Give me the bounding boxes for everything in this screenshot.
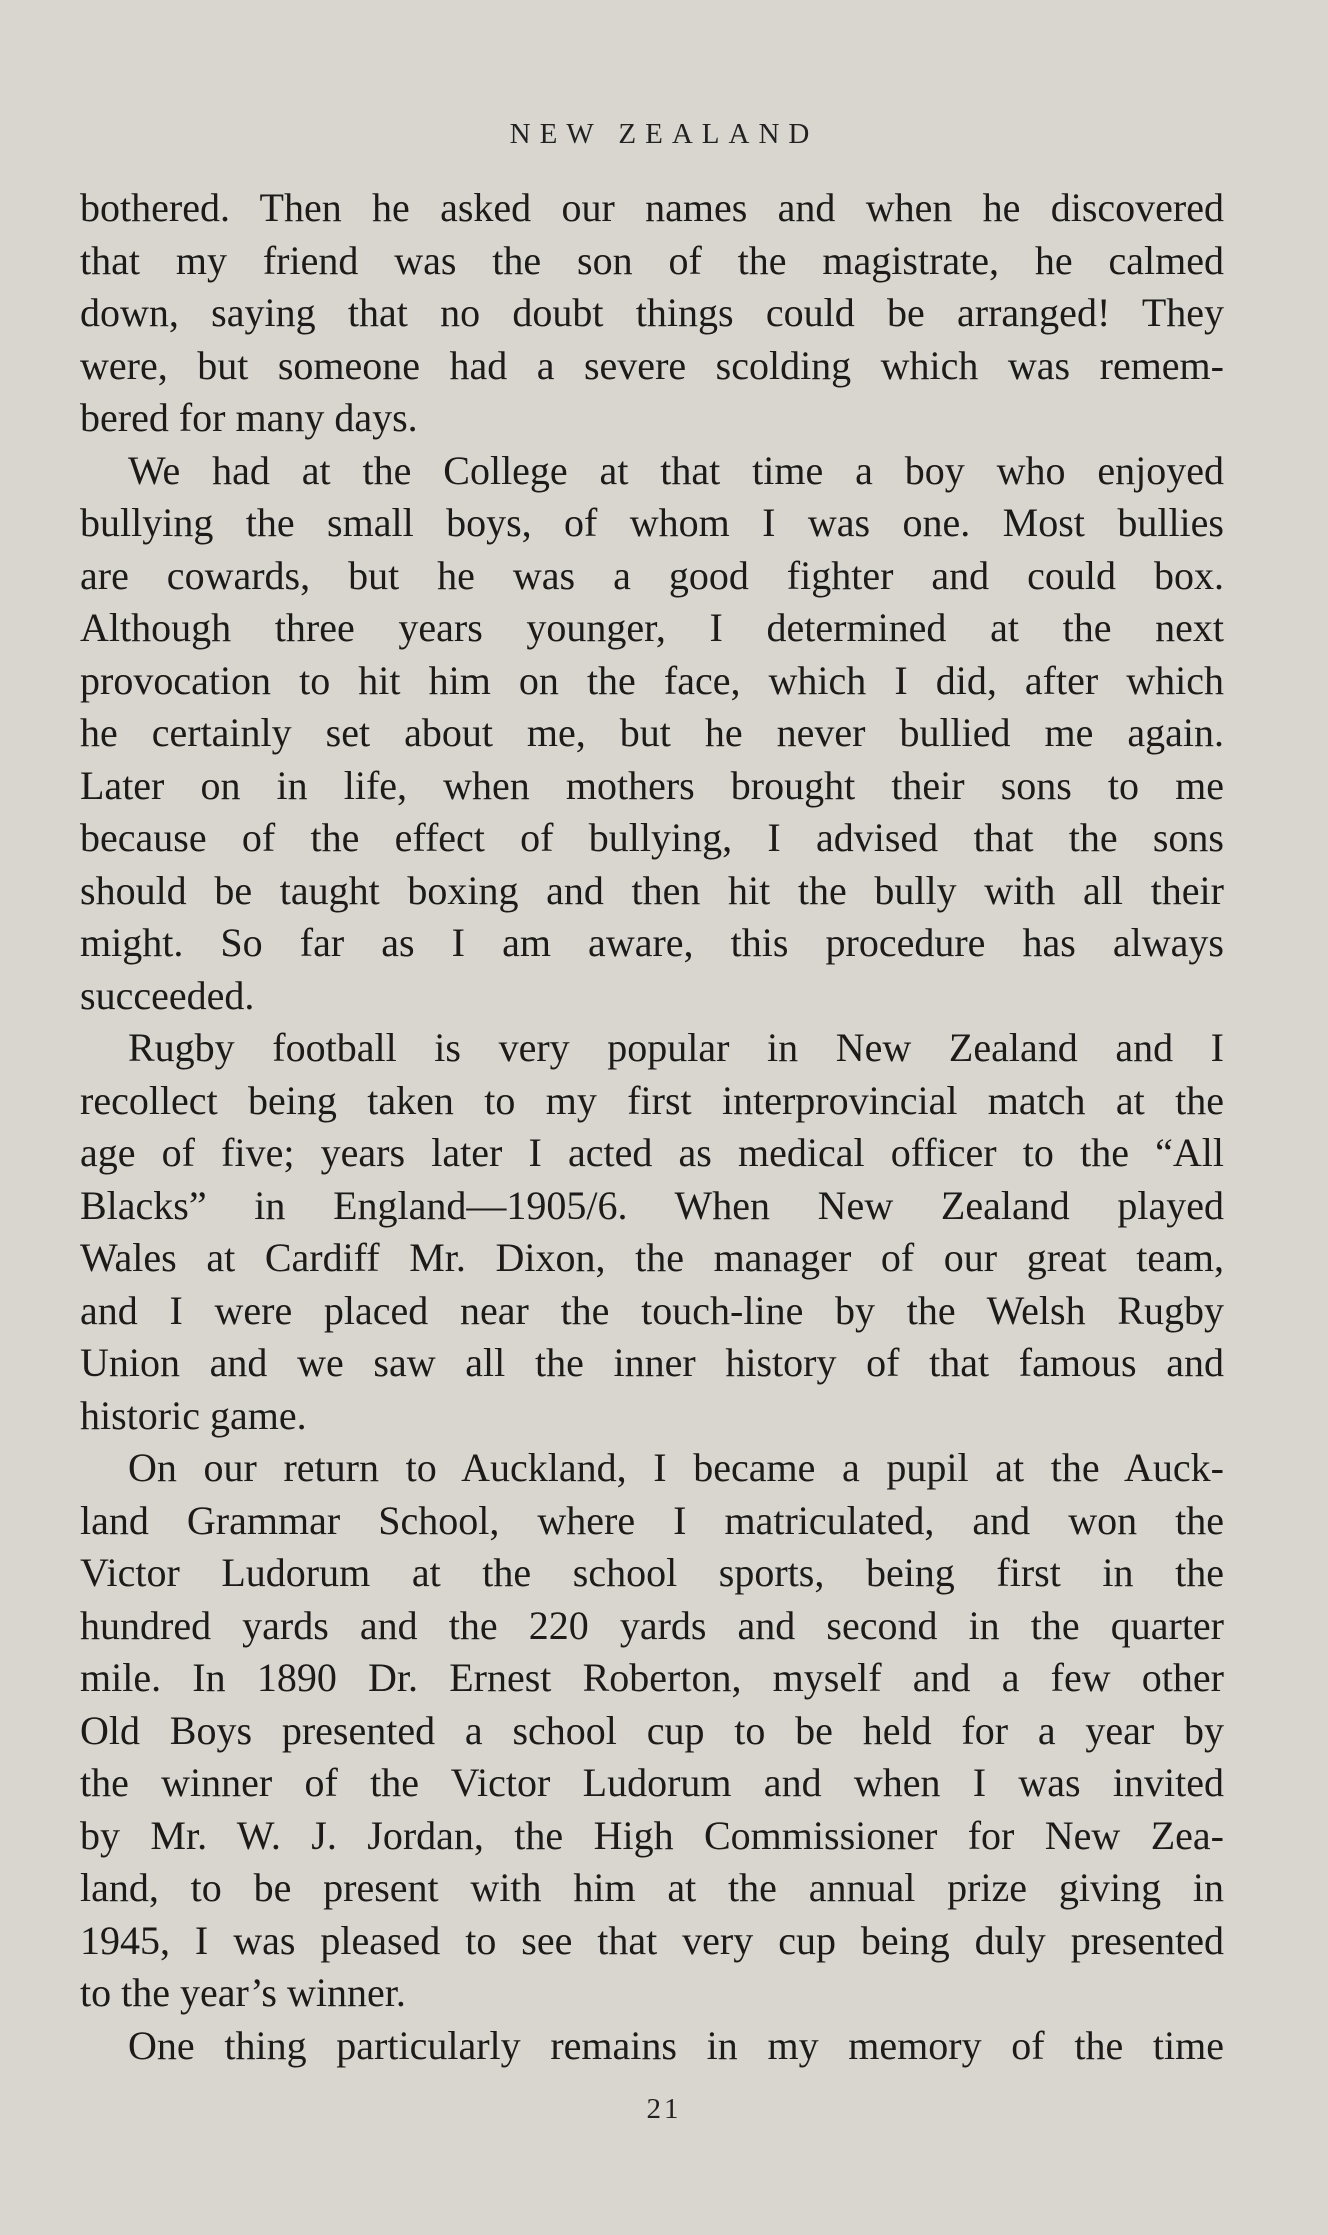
text-line: Victor Ludorum at the school sports, being first in the bbox=[80, 1550, 1224, 1595]
text-line: because of the effect of bullying, I advised that the sons bbox=[80, 815, 1224, 860]
text-line: mile. In 1890 Dr. Ernest Roberton, myself and a few other bbox=[80, 1655, 1224, 1700]
body-text bbox=[80, 182, 1224, 2072]
text-line: should be taught boxing and then hit the bully with all their bbox=[80, 867, 1224, 913]
text-line: Later on in life, when mothers brought their sons to me bbox=[80, 762, 1224, 808]
text-line: that my friend was the son of the magistrate, he calmed bbox=[80, 237, 1224, 283]
text-line: Although three years younger, I determined at the next bbox=[80, 605, 1224, 650]
text-line: were, but someone had a severe scolding which was remem- bbox=[80, 342, 1224, 388]
text-line: might. So far as I am aware, this procedure has always bbox=[80, 920, 1224, 965]
running-head: NEW ZEALAND bbox=[509, 118, 819, 150]
text-line: Rugby football is very popular in New Zealand and I bbox=[128, 1025, 1224, 1070]
text-line: Wales at Cardiff Mr. Dixon, the manager of our great team, bbox=[80, 1235, 1224, 1280]
text-line: and I were placed near the touch-line by the Welsh Rugby bbox=[80, 1287, 1224, 1333]
text-line: the winner of the Victor Ludorum and when I was invited bbox=[80, 1760, 1224, 1805]
text-line: by Mr. W. J. Jordan, the High Commissioner for New Zea- bbox=[80, 1812, 1224, 1858]
text-line: bothered. Then he asked our names and when he discovered bbox=[80, 185, 1224, 230]
text-line: are cowards, but he was a good fighter and could box. bbox=[80, 552, 1224, 598]
text-line: to the year’s winner. bbox=[80, 1970, 406, 2015]
text-line: age of five; years later I acted as medical officer to the “All bbox=[80, 1130, 1224, 1175]
text-line: land Grammar School, where I matriculated, and won the bbox=[80, 1497, 1224, 1543]
text-line: land, to be present with him at the annual prize giving in bbox=[80, 1865, 1224, 1910]
text-line: bered for many days. bbox=[80, 395, 418, 440]
text-line: Old Boys presented a school cup to be held for a year by bbox=[80, 1707, 1224, 1753]
text-line: On our return to Auckland, I became a pupil at the Auck- bbox=[128, 1445, 1224, 1490]
text-line: succeeded. bbox=[80, 972, 255, 1018]
text-line: bullying the small boys, of whom I was one. Most bullies bbox=[80, 500, 1224, 545]
text-line: Union and we saw all the inner history of that famous and bbox=[80, 1340, 1224, 1385]
text-line: down, saying that no doubt things could be arranged! They bbox=[80, 290, 1224, 335]
text-line: Blacks” in England—1905/6. When New Zealand played bbox=[80, 1182, 1224, 1228]
text-line: provocation to hit him on the face, which I did, after which bbox=[80, 657, 1224, 703]
text-line: he certainly set about me, but he never bullied me again. bbox=[80, 710, 1224, 755]
text-line: 1945, I was pleased to see that very cup being duly presented bbox=[80, 1917, 1224, 1963]
page-number: 21 bbox=[646, 2093, 682, 2125]
text-line: historic game. bbox=[80, 1392, 307, 1438]
text-line: hundred yards and the 220 yards and second in the quarter bbox=[80, 1602, 1224, 1648]
text-line: recollect being taken to my first interprovincial match at the bbox=[80, 1077, 1224, 1123]
text-line: We had at the College at that time a boy who enjoyed bbox=[128, 447, 1224, 493]
text-line: One thing particularly remains in my memory of the time bbox=[128, 2022, 1224, 2068]
